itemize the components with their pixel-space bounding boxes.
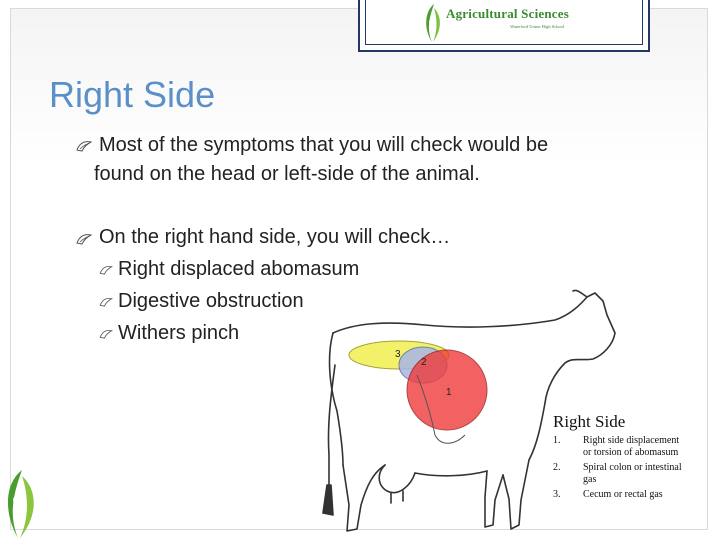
bullet-1-line-1: Most of the symptoms that you will check would be — [99, 134, 549, 156]
legend-number: 2. — [553, 462, 561, 473]
leaf-decoration-icon — [0, 468, 44, 540]
fleuron-sub-bullet-icon — [99, 297, 113, 307]
region-label-2: 2 — [421, 357, 427, 368]
legend-text-line: Spiral colon or intestinal — [583, 462, 682, 473]
fleuron-bullet-icon — [76, 233, 92, 245]
slide-title: Right Side — [49, 74, 216, 115]
legend-text-line: Right side displacement — [583, 435, 680, 446]
region-label-3: 3 — [395, 349, 401, 360]
fleuron-sub-bullet-icon — [99, 329, 113, 339]
bullet-2-line-1: On the right hand side, you will check… — [99, 226, 451, 248]
sub-bullet-1: Right displaced abomasum — [118, 258, 360, 280]
bullet-1-line-2: found on the head or left-side of the animal. — [94, 163, 480, 185]
legend-number: 1. — [553, 435, 561, 446]
legend-number: 3. — [553, 489, 561, 500]
legend-text-line: Cecum or rectal gas — [583, 489, 663, 500]
legend-text-line: or torsion of abomasum — [583, 447, 679, 458]
region-label-1: 1 — [446, 387, 452, 398]
leaf-logo-icon — [422, 2, 444, 46]
legend-title: Right Side — [553, 412, 626, 431]
sub-bullet-3: Withers pinch — [118, 322, 240, 344]
sub-bullet-2: Digestive obstruction — [118, 290, 304, 312]
legend-text-line: gas — [583, 474, 597, 485]
legend-item-3 — [553, 489, 682, 501]
figure-legend — [553, 412, 682, 501]
fleuron-bullet-icon — [76, 140, 92, 152]
fleuron-sub-bullet-icon — [99, 265, 113, 275]
legend-item-2 — [553, 462, 682, 486]
logo-title: Agricultural Sciences — [446, 6, 569, 21]
logo-header — [358, 0, 650, 52]
logo-subtitle: Waterford Union High School — [510, 24, 565, 29]
legend-item-1 — [553, 435, 682, 459]
